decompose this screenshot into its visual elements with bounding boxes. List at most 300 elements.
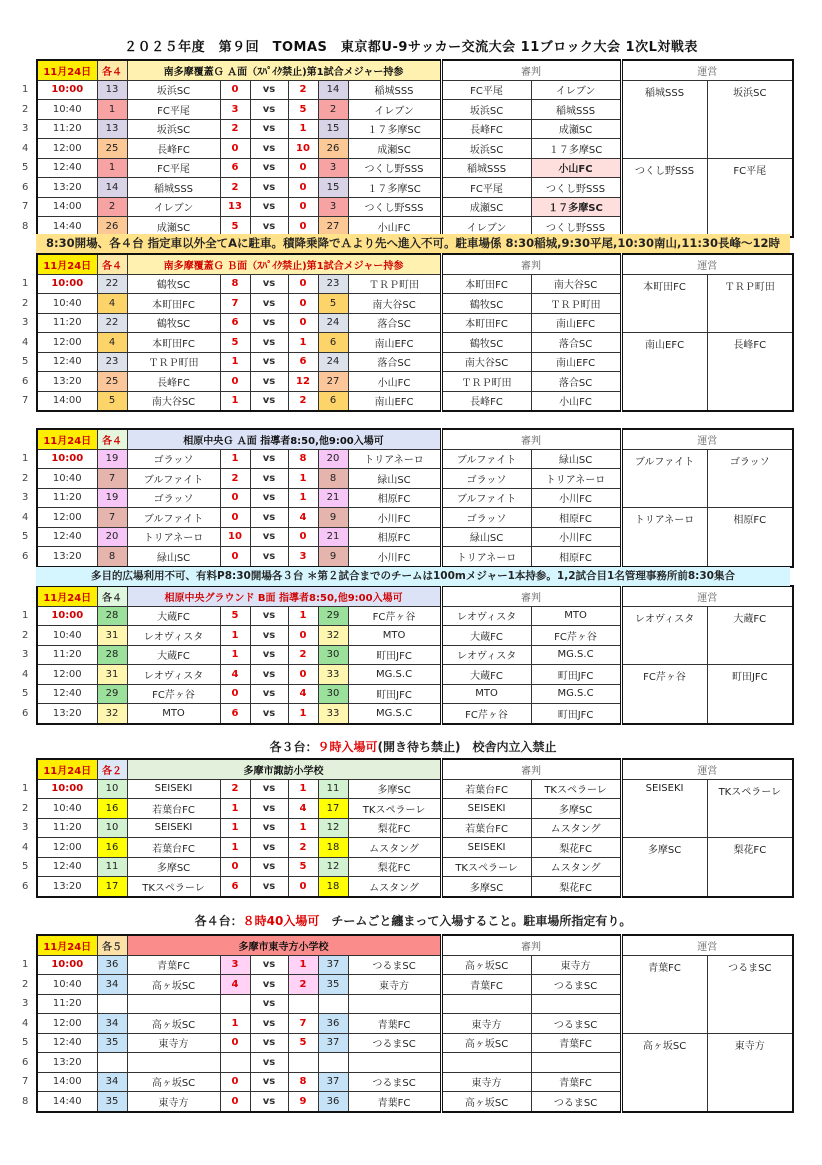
referee-2: 小川FC (531, 527, 621, 547)
referee-2: 落合SC (531, 333, 621, 353)
notice-higashiterakata (36, 912, 790, 931)
away-team: 南山EFC (348, 391, 441, 411)
home-team: 大蔵FC (127, 606, 220, 626)
away-team-number: 11 (318, 779, 348, 799)
management-1: 高ヶ坂SC (621, 1033, 707, 1112)
referee-1: 鶴牧SC (441, 333, 531, 353)
referee-1: FC芹ヶ谷 (441, 704, 531, 724)
referee-1: FC平尾 (441, 80, 531, 100)
away-team: つるまSC (348, 1033, 441, 1053)
notice-higashi-post: チームごと纏まって入場すること。駐車場所指定有り。 (319, 914, 632, 928)
row-number: 6 (22, 1056, 29, 1068)
away-team-number: 29 (318, 606, 348, 626)
match-time: 10:40 (37, 100, 97, 120)
row-number: 4 (22, 1017, 29, 1029)
vs-label: vs (250, 119, 288, 139)
vs-label: vs (250, 80, 288, 100)
row-number: 4 (22, 336, 29, 348)
notice-parking-a: 8:30開場、各４台 指定車以外全てAに駐車。積降乗降でＡより先へ進入不可。駐車場係 8:30稲城,9:30平尾,10:30南山,11:30長峰～12時 (36, 234, 790, 253)
home-score: 5 (220, 606, 250, 626)
away-team: 落合SC (348, 313, 441, 333)
away-team-number: 15 (318, 178, 348, 198)
row-numbers (20, 274, 36, 411)
row-number: 2 (22, 103, 29, 115)
home-team-number: 26 (97, 217, 127, 237)
match-time: 11:20 (37, 119, 97, 139)
away-team-number: 18 (318, 838, 348, 858)
home-score: 7 (220, 294, 250, 314)
home-score: 0 (220, 547, 250, 567)
home-score: 5 (220, 333, 250, 353)
management-1: FC芹ヶ谷 (621, 665, 707, 724)
row-number: 3 (22, 998, 29, 1009)
away-team-number: 32 (318, 626, 348, 646)
car-count-cell: 各４ (97, 586, 127, 606)
referee-header: 審判 (441, 759, 621, 779)
row-number: 3 (22, 649, 29, 660)
vs-label: vs (250, 799, 288, 819)
home-team: イレブン (127, 197, 220, 217)
away-score: 5 (288, 100, 318, 120)
header-row (37, 935, 793, 955)
vs-label: vs (250, 217, 288, 237)
home-score: 1 (220, 799, 250, 819)
match-row (37, 274, 793, 294)
referee-2 (531, 1053, 621, 1073)
home-team-number: 5 (97, 391, 127, 411)
away-team-number: 12 (318, 857, 348, 877)
date-cell: 11月24日 (37, 60, 97, 80)
home-team: 本町田FC (127, 333, 220, 353)
referee-1: FC平尾 (441, 178, 531, 198)
home-team: FC芹ヶ谷 (127, 684, 220, 704)
match-row (37, 333, 793, 353)
away-score: 9 (288, 1092, 318, 1112)
home-team: 多摩SC (127, 857, 220, 877)
home-team: レオヴィスタ (127, 626, 220, 646)
notice-aihara: 多目的広場利用不可、有料P8:30開場各３台 ＊第２試合までのチームは100mメジャー1本持参。1,2試合目1名管理事務所前8:30集合 (36, 567, 790, 586)
home-score: 0 (220, 139, 250, 159)
home-score: 6 (220, 704, 250, 724)
row-number: 2 (22, 978, 29, 990)
away-team: 南大谷SC (348, 294, 441, 314)
away-team-number: 3 (318, 158, 348, 178)
home-team: レオヴィスタ (127, 665, 220, 685)
away-team: 小川FC (348, 508, 441, 528)
home-team-number: 17 (97, 877, 127, 897)
referee-2: 落合SC (531, 372, 621, 392)
home-score: 1 (220, 645, 250, 665)
home-team: 鶴牧SC (127, 313, 220, 333)
row-number: 6 (22, 181, 29, 193)
vs-label: vs (250, 274, 288, 294)
page-title: ２０２５年度 第９回 TOMAS 東京都U-9サッカー交流大会 11ブロック大会 1次L対戦表 (124, 40, 698, 55)
referee-2: MG.S.C (531, 684, 621, 704)
match-time: 10:40 (37, 626, 97, 646)
row-number: 5 (22, 861, 29, 872)
match-time: 12:40 (37, 158, 97, 178)
home-team: 鶴牧SC (127, 274, 220, 294)
vs-label: vs (250, 139, 288, 159)
home-team-number: 7 (97, 469, 127, 489)
away-team: 相原FC (348, 488, 441, 508)
match-time: 13:20 (37, 372, 97, 392)
row-number: 1 (22, 453, 29, 464)
away-team-number: 6 (318, 391, 348, 411)
home-team (127, 1053, 220, 1073)
match-time: 14:40 (37, 1092, 97, 1112)
home-score: 1 (220, 626, 250, 646)
row-number: 6 (22, 707, 29, 719)
referee-2: つるまSC (531, 1014, 621, 1034)
management-1: 本町田FC (621, 274, 707, 333)
match-time: 12:40 (37, 352, 97, 372)
referee-2: 青葉FC (531, 1033, 621, 1053)
vs-label: vs (250, 684, 288, 704)
home-team-number: 36 (97, 955, 127, 975)
home-score (220, 994, 250, 1014)
referee-2: つるまSC (531, 1092, 621, 1112)
referee-2: 緑山SC (531, 449, 621, 469)
match-time: 12:40 (37, 1033, 97, 1053)
away-score: 0 (288, 158, 318, 178)
vs-label: vs (250, 626, 288, 646)
row-number: 3 (22, 317, 29, 328)
vs-label: vs (250, 704, 288, 724)
row-numbers (20, 955, 36, 1111)
match-time: 10:00 (37, 274, 97, 294)
match-row (37, 665, 793, 685)
referee-1: 若葉台FC (441, 779, 531, 799)
management-1: ブルファイト (621, 449, 707, 508)
away-score: 0 (288, 877, 318, 897)
away-score: 10 (288, 139, 318, 159)
match-time: 14:00 (37, 1072, 97, 1092)
referee-2: 稲城SSS (531, 100, 621, 120)
notice-suwa-pre: 各３台： (269, 740, 318, 754)
home-team: 若葉台FC (127, 838, 220, 858)
car-count-cell: 各４ (97, 60, 127, 80)
away-team: 南山EFC (348, 333, 441, 353)
notice-suwa-entry: ９時入場可 (317, 740, 378, 754)
referee-1: レオヴィスタ (441, 645, 531, 665)
referee-1: 坂浜SC (441, 100, 531, 120)
away-team-number: 8 (318, 469, 348, 489)
vs-label: vs (250, 645, 288, 665)
vs-label: vs (250, 449, 288, 469)
home-score: 1 (220, 449, 250, 469)
away-team: 落合SC (348, 352, 441, 372)
date-cell: 11月24日 (37, 935, 97, 955)
home-team-number: 4 (97, 294, 127, 314)
referee-1: ゴラッソ (441, 469, 531, 489)
management-1: 稲城SSS (621, 80, 707, 158)
row-number: 8 (22, 1095, 29, 1107)
away-score: 0 (288, 197, 318, 217)
car-count-cell: 各４ (97, 429, 127, 449)
match-time: 14:40 (37, 217, 97, 237)
home-team-number (97, 1053, 127, 1073)
home-team-number: 14 (97, 178, 127, 198)
home-score: 6 (220, 313, 250, 333)
away-team-number: 36 (318, 1092, 348, 1112)
row-number: 1 (22, 959, 29, 970)
home-score: 0 (220, 372, 250, 392)
away-score: 2 (288, 645, 318, 665)
vs-label: vs (250, 294, 288, 314)
away-score: 0 (288, 665, 318, 685)
away-team: 梨花FC (348, 818, 441, 838)
referee-1: イレブン (441, 217, 531, 237)
referee-1: 高ヶ坂SC (441, 1033, 531, 1053)
referee-2: 町田JFC (531, 665, 621, 685)
referee-2 (531, 994, 621, 1014)
referee-2: 相原FC (531, 547, 621, 567)
match-row (37, 158, 793, 178)
schedule-table (36, 428, 794, 568)
match-row (37, 779, 793, 799)
referee-2: 東寺方 (531, 955, 621, 975)
home-team-number: 25 (97, 139, 127, 159)
referee-1: 東寺方 (441, 1072, 531, 1092)
match-row (37, 1033, 793, 1053)
home-team: トリアネーロ (127, 527, 220, 547)
home-score: 6 (220, 877, 250, 897)
away-team-number: 27 (318, 217, 348, 237)
home-score: 3 (220, 955, 250, 975)
referee-1: SEISEKI (441, 799, 531, 819)
home-team-number: 16 (97, 799, 127, 819)
home-team-number: 28 (97, 645, 127, 665)
away-score: 1 (288, 333, 318, 353)
away-team: MG.S.C (348, 665, 441, 685)
home-team: TKスペラーレ (127, 877, 220, 897)
home-team-number: 35 (97, 1033, 127, 1053)
management-header: 運営 (621, 759, 793, 779)
match-time: 12:00 (37, 508, 97, 528)
referee-2: つくし野SSS (531, 217, 621, 237)
away-team-number: 27 (318, 372, 348, 392)
away-score: 4 (288, 508, 318, 528)
home-team: 高ヶ坂SC (127, 1014, 220, 1034)
match-time: 12:00 (37, 333, 97, 353)
home-team-number: 23 (97, 352, 127, 372)
away-score: 0 (288, 313, 318, 333)
notice-higashi-entry: ８時40入場可 (242, 914, 320, 928)
match-time: 10:40 (37, 975, 97, 995)
vs-label: vs (250, 352, 288, 372)
referee-1: 高ヶ坂SC (441, 955, 531, 975)
header-row (37, 586, 793, 606)
away-team-number: 15 (318, 119, 348, 139)
home-team-number: 19 (97, 488, 127, 508)
away-score (288, 1053, 318, 1073)
match-time: 10:40 (37, 469, 97, 489)
match-row (37, 838, 793, 858)
home-team-number: 20 (97, 527, 127, 547)
referee-1 (441, 1053, 531, 1073)
referee-1: SEISEKI (441, 838, 531, 858)
management-2: 相原FC (707, 508, 793, 567)
referee-header: 審判 (441, 586, 621, 606)
referee-1: 大蔵FC (441, 626, 531, 646)
home-team: 大蔵FC (127, 645, 220, 665)
away-team-number: 26 (318, 139, 348, 159)
away-score: 1 (288, 704, 318, 724)
referee-1: 長峰FC (441, 391, 531, 411)
match-time: 12:00 (37, 1014, 97, 1034)
vs-label: vs (250, 665, 288, 685)
match-time: 11:20 (37, 313, 97, 333)
home-score: 4 (220, 665, 250, 685)
away-team-number: 37 (318, 1033, 348, 1053)
away-score: 8 (288, 1072, 318, 1092)
vs-label: vs (250, 197, 288, 217)
row-number: 3 (22, 822, 29, 833)
home-score: 2 (220, 469, 250, 489)
row-number: 5 (22, 531, 29, 542)
vs-label: vs (250, 508, 288, 528)
row-number: 1 (22, 783, 29, 794)
referee-2: MG.S.C (531, 645, 621, 665)
referee-1: 長峰FC (441, 119, 531, 139)
away-score: 1 (288, 955, 318, 975)
away-team: MG.S.C (348, 704, 441, 724)
row-number: 4 (22, 668, 29, 680)
home-score: 2 (220, 178, 250, 198)
management-2: 大蔵FC (707, 606, 793, 665)
home-team-number: 34 (97, 975, 127, 995)
management-2: 長峰FC (707, 333, 793, 412)
match-time: 10:00 (37, 80, 97, 100)
home-team-number: 22 (97, 313, 127, 333)
referee-1: 若葉台FC (441, 818, 531, 838)
away-team: MTO (348, 626, 441, 646)
referee-1: 鶴牧SC (441, 294, 531, 314)
away-score: 6 (288, 352, 318, 372)
venue-title: 南多摩覆蓋Ｇ Ａ面（ｽﾊﾟｲｸ禁止)第1試合メジャー持参 (127, 60, 441, 80)
referee-2: 小山FC (531, 158, 621, 178)
away-team: 小山FC (348, 217, 441, 237)
away-score: 4 (288, 799, 318, 819)
row-number: 6 (22, 550, 29, 562)
notice-suwa-post: (開き待ち禁止) 校舎内立入禁止 (377, 740, 557, 754)
away-team-number: 6 (318, 333, 348, 353)
home-team: 長峰FC (127, 372, 220, 392)
home-score: 0 (220, 508, 250, 528)
away-team: TKスペラーレ (348, 799, 441, 819)
header-row (37, 254, 793, 274)
match-time: 10:00 (37, 606, 97, 626)
car-count-cell: 各２ (97, 759, 127, 779)
home-team: 南大谷SC (127, 391, 220, 411)
referee-2: 梨花FC (531, 877, 621, 897)
home-team-number: 31 (97, 626, 127, 646)
home-score: 1 (220, 352, 250, 372)
away-team-number: 36 (318, 1014, 348, 1034)
venue-title: 南多摩覆蓋Ｇ Ｂ面（ｽﾊﾟｲｸ禁止)第1試合メジャー持参 (127, 254, 441, 274)
away-score: 0 (288, 217, 318, 237)
away-team: 梨花FC (348, 857, 441, 877)
home-team-number: 28 (97, 606, 127, 626)
away-score: 5 (288, 857, 318, 877)
home-team: 成瀬SC (127, 217, 220, 237)
referee-2: ムスタング (531, 857, 621, 877)
vs-label: vs (250, 955, 288, 975)
home-team: SEISEKI (127, 779, 220, 799)
row-number: 6 (22, 880, 29, 892)
away-team-number (318, 994, 348, 1014)
vs-label: vs (250, 779, 288, 799)
home-team-number: 2 (97, 197, 127, 217)
vs-label: vs (250, 1053, 288, 1073)
away-score: 4 (288, 684, 318, 704)
management-2: 町田JFC (707, 665, 793, 724)
home-score: 2 (220, 119, 250, 139)
header-row (37, 60, 793, 80)
match-time: 10:00 (37, 449, 97, 469)
away-team-number: 21 (318, 527, 348, 547)
away-team-number: 12 (318, 818, 348, 838)
home-team-number: 31 (97, 665, 127, 685)
home-team: ゴラッソ (127, 488, 220, 508)
away-score: 0 (288, 626, 318, 646)
row-number: 2 (22, 802, 29, 814)
away-score: 2 (288, 838, 318, 858)
away-team-number (318, 1053, 348, 1073)
away-team: 東寺方 (348, 975, 441, 995)
away-team: 青葉FC (348, 1014, 441, 1034)
away-team-number: 3 (318, 197, 348, 217)
vs-label: vs (250, 606, 288, 626)
away-score: 2 (288, 391, 318, 411)
referee-1: ＴＲＰ町田 (441, 372, 531, 392)
schedule-table (36, 585, 794, 725)
row-number: 2 (22, 629, 29, 641)
away-score: 0 (288, 294, 318, 314)
header-row (37, 429, 793, 449)
referee-1: 多摩SC (441, 877, 531, 897)
row-number: 1 (22, 278, 29, 289)
home-team: FC平尾 (127, 158, 220, 178)
management-header: 運営 (621, 60, 793, 80)
match-row (37, 606, 793, 626)
home-team: 長峰FC (127, 139, 220, 159)
row-number: 5 (22, 356, 29, 367)
match-time: 12:40 (37, 857, 97, 877)
home-score: 1 (220, 391, 250, 411)
home-team: ゴラッソ (127, 449, 220, 469)
schedule-table (36, 934, 794, 1113)
referee-2: つくし野SSS (531, 178, 621, 198)
management-1: レオヴィスタ (621, 606, 707, 665)
vs-label: vs (250, 178, 288, 198)
referee-1: 坂浜SC (441, 139, 531, 159)
away-team-number: 5 (318, 294, 348, 314)
row-number: 5 (22, 1037, 29, 1048)
home-team-number: 10 (97, 779, 127, 799)
referee-2: トリアネーロ (531, 469, 621, 489)
row-numbers (20, 449, 36, 566)
referee-2: 町田JFC (531, 704, 621, 724)
vs-label: vs (250, 547, 288, 567)
management-1: つくし野SSS (621, 158, 707, 237)
vs-label: vs (250, 158, 288, 178)
vs-label: vs (250, 100, 288, 120)
car-count-cell: 各５ (97, 935, 127, 955)
referee-2: 梨花FC (531, 838, 621, 858)
away-team: ムスタング (348, 838, 441, 858)
